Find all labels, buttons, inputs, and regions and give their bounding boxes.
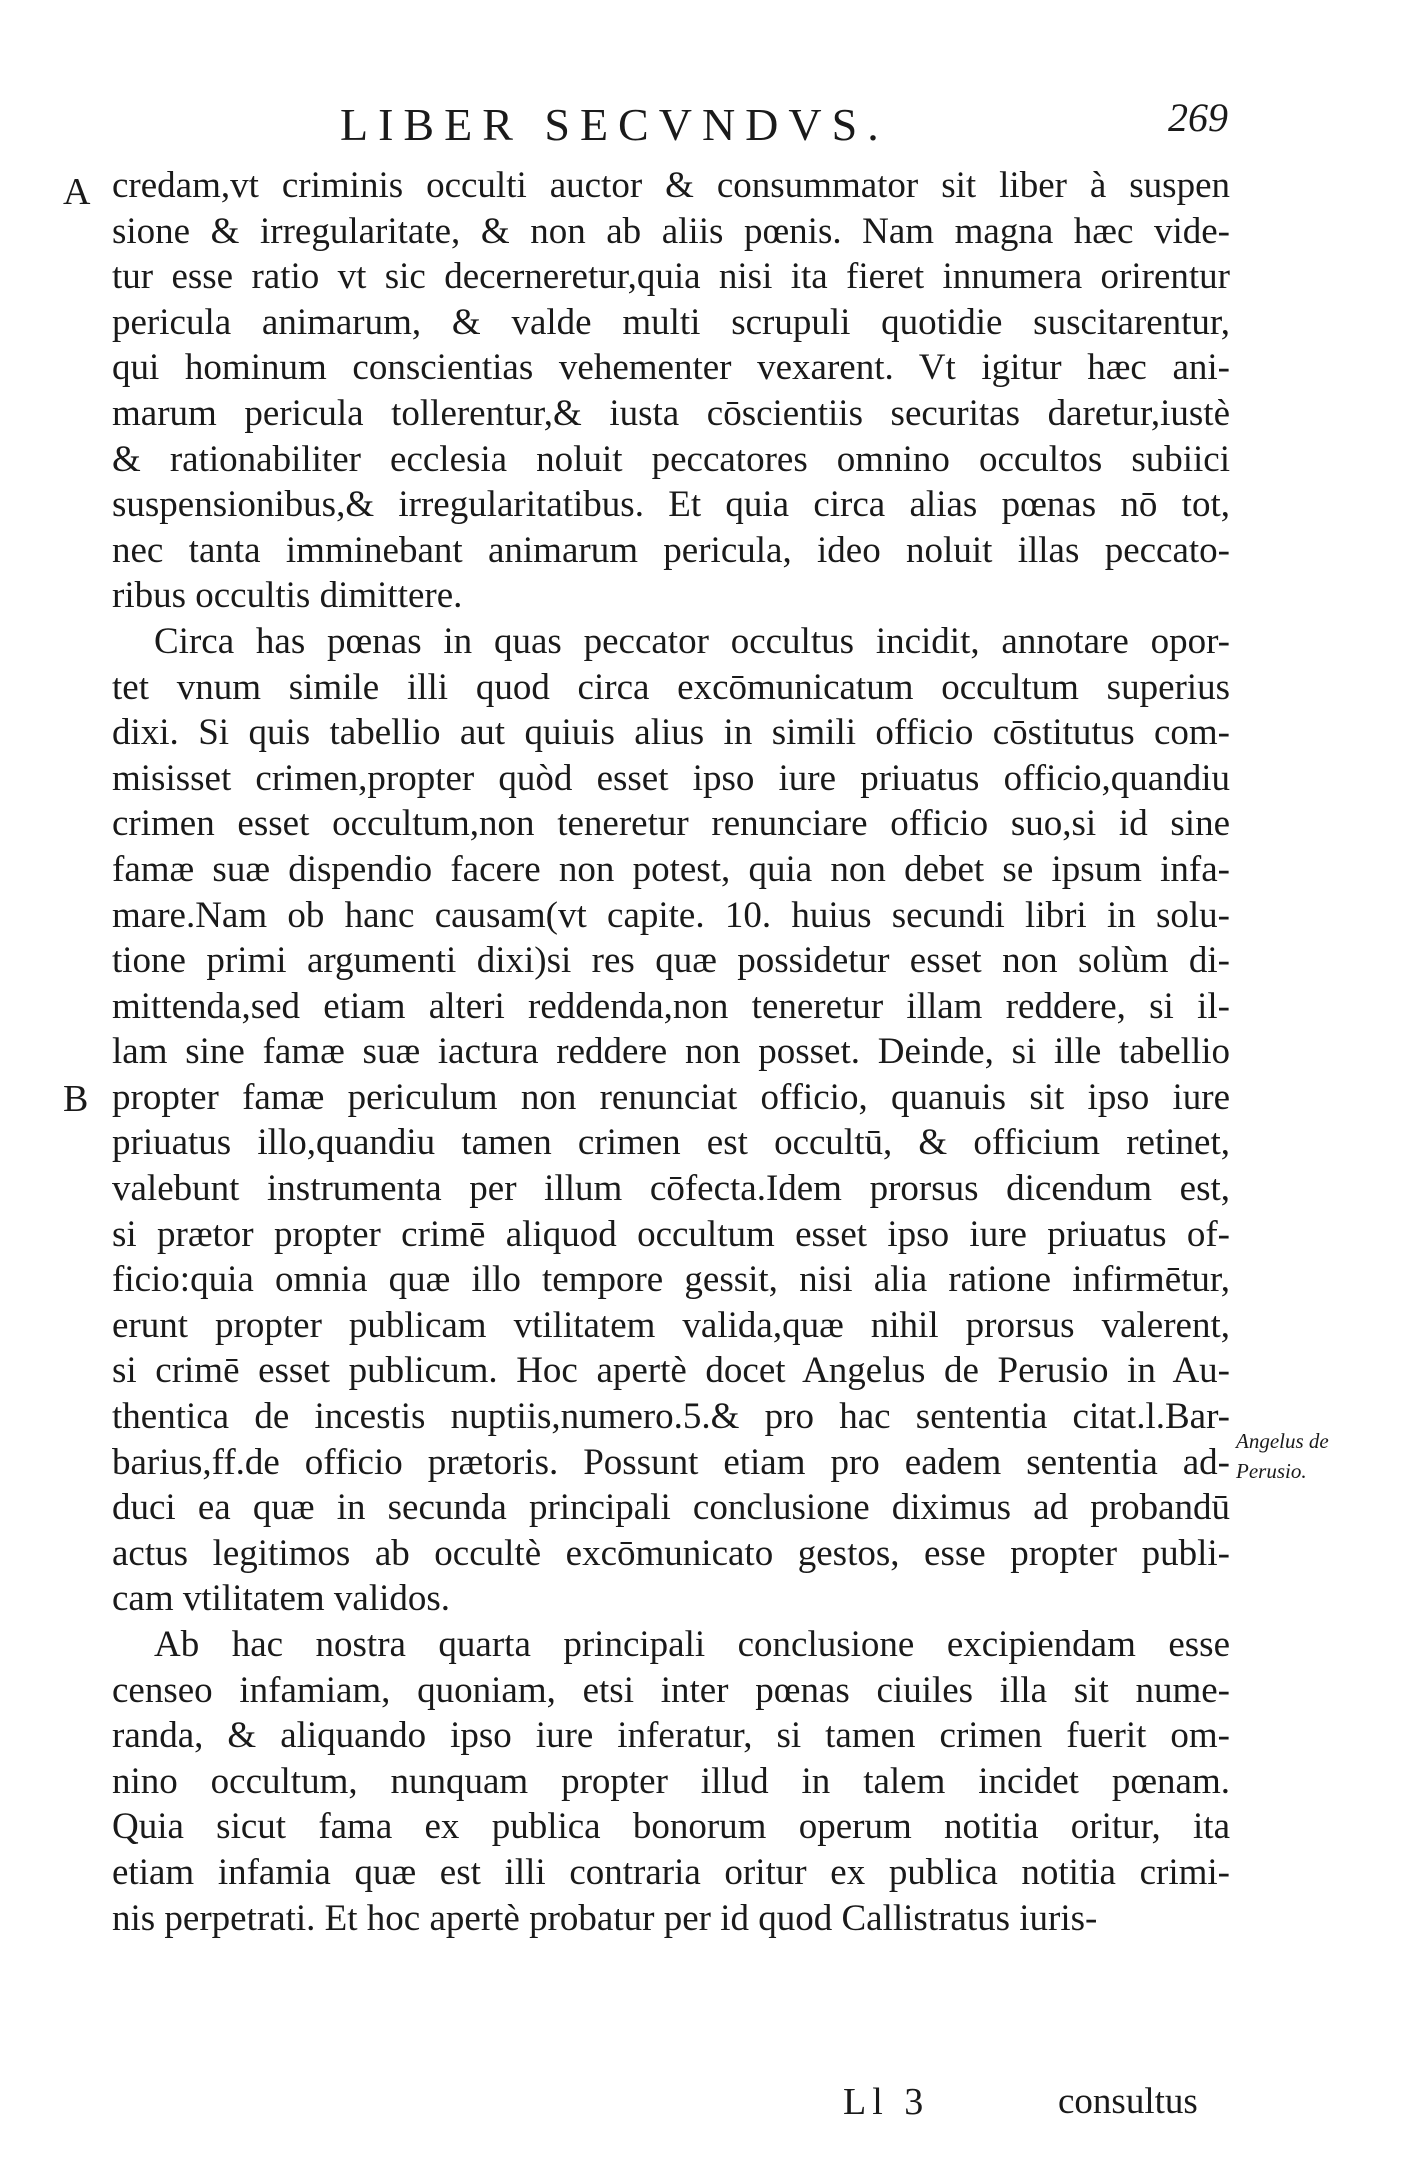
text-line: suspensionibus,& irregularitatibus. Et quia circa alias pœnas nō tot, [112, 484, 1230, 526]
text-line: si prætor propter crimē aliquod occultum esset ipso iure priuatus of- [112, 1213, 1230, 1255]
text-line: dixi. Si quis tabellio aut quiuis alius in simili officio cōstitutus com- [112, 712, 1230, 754]
text-line: actus legitimos ab occultè excōmunicato gestos, esse propter publi- [112, 1532, 1230, 1574]
text-line: nis perpetrati. Et hoc apertè probatur per id quod Callistratus iuris- [112, 1897, 1098, 1939]
text-line: duci ea quæ in secunda principali conclusione diximus ad probandū [112, 1487, 1230, 1529]
text-line: ficio:quia omnia quæ illo tempore gessit, nisi alia ratione infirmētur, [112, 1259, 1230, 1301]
text-line: tione primi argumenti dixi)si res quæ possidetur esset non solùm di- [112, 940, 1230, 982]
body-text [112, 163, 1230, 1941]
text-line: famæ suæ dispendio facere non potest, quia non debet se ipsum infa- [112, 848, 1230, 890]
text-line: mare.Nam ob hanc causam(vt capite. 10. huius secundi libri in solu- [112, 894, 1230, 936]
text-line: censeo infamiam, quoniam, etsi inter pœnas ciuiles illa sit nume- [112, 1669, 1230, 1711]
catchword: consultus [1058, 2081, 1198, 2122]
text-line: tet vnum simile illi quod circa excōmunicatum occultum superius [112, 666, 1230, 708]
text-line: qui hominum conscientias vehementer vexarent. Vt igitur hæc ani- [112, 347, 1230, 389]
text-line: Circa has pœnas in quas peccator occultus incidit, annotare opor- [154, 620, 1230, 662]
text-line: & rationabiliter ecclesia noluit peccatores omnino occultos subiici [112, 438, 1230, 480]
text-line: pericula animarum, & valde multi scrupuli quotidie suscitarentur, [112, 301, 1230, 343]
text-line: Ab hac nostra quarta principali conclusione excipiendam esse [154, 1624, 1230, 1665]
text-line: marum pericula tollerentur,& iusta cōscientiis securitas daretur,iustè [112, 392, 1230, 434]
text-line: ribus occultis dimittere. [112, 575, 463, 617]
text-line: sione & irregularitate, & non ab aliis pœnis. Nam magna hæc vide- [112, 210, 1230, 252]
signature-mark: Ll 3 [843, 2081, 930, 2123]
text-line: crimen esset occultum,non teneretur renunciare officio suo,si id sine [112, 803, 1230, 845]
text-line: mittenda,sed etiam alteri reddenda,non teneretur illam reddere, si il- [112, 985, 1230, 1027]
margin-letter-b: B [63, 1078, 89, 1120]
margin-note [1236, 1426, 1329, 1486]
text-line: lam sine famæ suæ iactura reddere non posset. Deinde, si ille tabellio [112, 1031, 1230, 1073]
text-line: thentica de incestis nuptiis,numero.5.& pro hac sententia citat.l.Bar- [112, 1396, 1230, 1438]
text-line: nec tanta imminebant animarum pericula, ideo noluit illas peccato- [112, 529, 1230, 571]
margin-note-line: Perusio. [1236, 1459, 1307, 1483]
text-line: nino occultum, nunquam propter illud in talem incidet pœnam. [112, 1760, 1230, 1802]
text-line: Quia sicut fama ex publica bonorum operum notitia oritur, ita [112, 1806, 1230, 1848]
running-title: LIBER SECVNDVS. [340, 99, 889, 150]
page-number: 269 [1168, 95, 1228, 140]
text-line: credam,vt criminis occulti auctor & consummator sit liber à suspen [112, 165, 1230, 206]
text-line: cam vtilitatem validos. [112, 1578, 451, 1620]
text-line: misisset crimen,propter quòd esset ipso iure priuatus officio,quandiu [112, 757, 1230, 799]
text-line: propter famæ periculum non renunciat officio, quanuis sit ipso iure [112, 1076, 1230, 1118]
text-line: etiam infamia quæ est illi contraria oritur ex publica notitia crimi- [112, 1851, 1230, 1893]
text-line: si crimē esset publicum. Hoc apertè docet Angelus de Perusio in Au- [112, 1350, 1230, 1392]
text-line: tur esse ratio vt sic decerneretur,quia nisi ita fieret innumera orirentur [112, 256, 1230, 298]
text-line: barius,ff.de officio prætoris. Possunt etiam pro eadem sententia ad- [112, 1441, 1230, 1483]
margin-note-line: Angelus de [1236, 1429, 1329, 1453]
text-line: priuatus illo,quandiu tamen crimen est occultū, & officium retinet, [112, 1122, 1230, 1164]
text-line: valebunt instrumenta per illum cōfecta.Idem prorsus dicendum est, [112, 1168, 1230, 1210]
margin-letter-a: A [63, 171, 91, 213]
text-line: randa, & aliquando ipso iure inferatur, si tamen crimen fuerit om- [112, 1715, 1230, 1757]
text-line: erunt propter publicam vtilitatem valida,quæ nihil prorsus valerent, [112, 1304, 1230, 1346]
